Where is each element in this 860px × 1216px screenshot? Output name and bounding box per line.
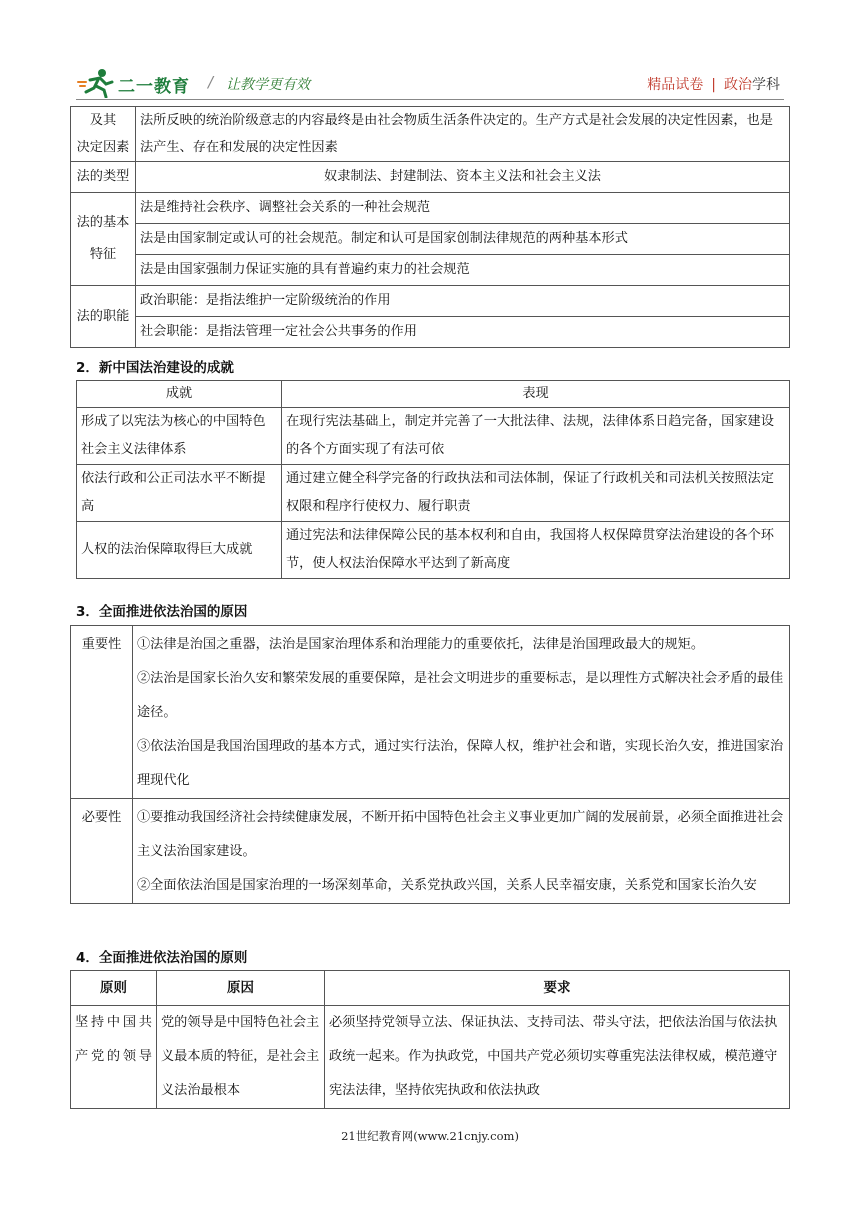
row-content [133, 799, 790, 904]
row-item: 社会职能：是指法管理一定社会公共事务的作用 [136, 317, 790, 348]
table-row [71, 224, 790, 255]
paragraph: ②法治是国家长治久安和繁荣发展的重要保障，是社会文明进步的重要标志，是以理性方式解决社会矛盾的最佳途径。 [137, 671, 784, 720]
row-content: 奴隶制法、封建制法、资本主义法和社会主义法 [136, 162, 790, 193]
table-row [71, 1006, 790, 1109]
row-label: 法的类型 [71, 162, 136, 193]
table-header-row [77, 381, 790, 408]
table-row [71, 255, 790, 286]
header-separator: | [711, 77, 716, 93]
principle-requirement: 必须坚持党领导立法、保证执法、支持司法、带头守法，把依法治国与依法执政统一起来。作为执政党，中国共产党必须切实尊重宪法法律权威，模范遵守宪法法律，坚持依宪执政和依法执政 [325, 1006, 790, 1109]
principles-table [70, 970, 790, 1109]
achievement: 人权的法治保障取得巨大成就 [77, 522, 282, 579]
column-header: 表现 [282, 381, 790, 408]
brand-name: 二一教育 [118, 77, 190, 97]
header-subject-suffix: 学科 [752, 77, 780, 93]
table-row [77, 408, 790, 465]
row-label: 法的基本 特征 [71, 193, 136, 286]
paragraph: ①法律是治国之重器，法治是国家治理体系和治理能力的重要依托，法律是治国理政最大的规矩。 [137, 637, 705, 652]
table-row [71, 317, 790, 348]
row-item: 法是由国家制定或认可的社会规范。制定和认可是国家创制法律规范的两种基本形式 [136, 224, 790, 255]
column-header: 原因 [157, 971, 325, 1006]
row-label: 及其 决定因素 [71, 107, 136, 162]
principle-reason: 党的领导是中国特色社会主义最本质的特征，是社会主义法治最根本 [157, 1006, 325, 1109]
manifestation: 在现行宪法基础上，制定并完善了一大批法律、法规，法律体系日趋完备，国家建设的各个方面实现了有法可依 [282, 408, 790, 465]
table-row [71, 626, 790, 799]
principle: 坚持中国共产党的领导 [71, 1006, 157, 1109]
row-content [133, 626, 790, 799]
table-row [71, 286, 790, 317]
slogan: 让教学更有效 [226, 77, 310, 93]
row-label: 必要性 [71, 799, 133, 904]
paragraph: ③依法治国是我国治国理政的基本方式，通过实行法治，保障人权，维护社会和谐，实现长治久安，推进国家治理现代化 [137, 739, 784, 788]
column-header: 成就 [77, 381, 282, 408]
section-title: 2．新中国法治建设的成就 [76, 360, 234, 376]
section-title: 3．全面推进依法治国的原因 [76, 604, 248, 620]
table-header-row [71, 971, 790, 1006]
paragraph: ②全面依法治国是国家治理的一场深刻革命，关系党执政兴国，关系人民幸福安康，关系党和国家长治久安 [137, 878, 757, 893]
table-row [71, 193, 790, 224]
table-row [71, 162, 790, 193]
row-label: 重要性 [71, 626, 133, 799]
column-header: 要求 [325, 971, 790, 1006]
row-item: 法是由国家强制力保证实施的具有普遍约束力的社会规范 [136, 255, 790, 286]
table-row [77, 465, 790, 522]
row-item: 政治职能：是指法维护一定阶级统治的作用 [136, 286, 790, 317]
achievements-table [76, 380, 790, 579]
header-slash: / [208, 73, 214, 91]
achievement: 形成了以宪法为核心的中国特色社会主义法律体系 [77, 408, 282, 465]
header-subject [647, 74, 780, 94]
table-row [71, 107, 790, 162]
paragraph: ①要推动我国经济社会持续健康发展，不断开拓中国特色社会主义事业更加广阔的发展前景，必须全面推进社会主义法治国家建设。 [137, 810, 784, 859]
reasons-table [70, 625, 790, 904]
manifestation: 通过建立健全科学完备的行政执法和司法体制，保证了行政机关和司法机关按照法定权限和程序行使权力、履行职责 [282, 465, 790, 522]
row-label: 法的职能 [71, 286, 136, 348]
row-content: 法所反映的统治阶级意志的内容最终是由社会物质生活条件决定的。生产方式是社会发展的决定性因素，也是法产生、存在和发展的决定性因素 [136, 107, 790, 162]
section-title: 4．全面推进依法治国的原则 [76, 950, 248, 966]
table-row [71, 799, 790, 904]
achievement: 依法行政和公正司法水平不断提高 [77, 465, 282, 522]
header-divider [76, 99, 784, 100]
page-footer: 21世纪教育网(www.21cnjy.com) [341, 1129, 519, 1143]
header-subject-name: 政治 [724, 77, 752, 93]
runner-logo-icon [76, 68, 116, 98]
law-basics-table [70, 106, 790, 348]
page-header [76, 66, 784, 100]
header-premium: 精品试卷 [647, 77, 704, 93]
manifestation: 通过宪法和法律保障公民的基本权利和自由，我国将人权保障贯穿法治建设的各个环节，使人权法治保障水平达到了新高度 [282, 522, 790, 579]
table-row [77, 522, 790, 579]
row-item: 法是维持社会秩序、调整社会关系的一种社会规范 [136, 193, 790, 224]
column-header: 原则 [71, 971, 157, 1006]
